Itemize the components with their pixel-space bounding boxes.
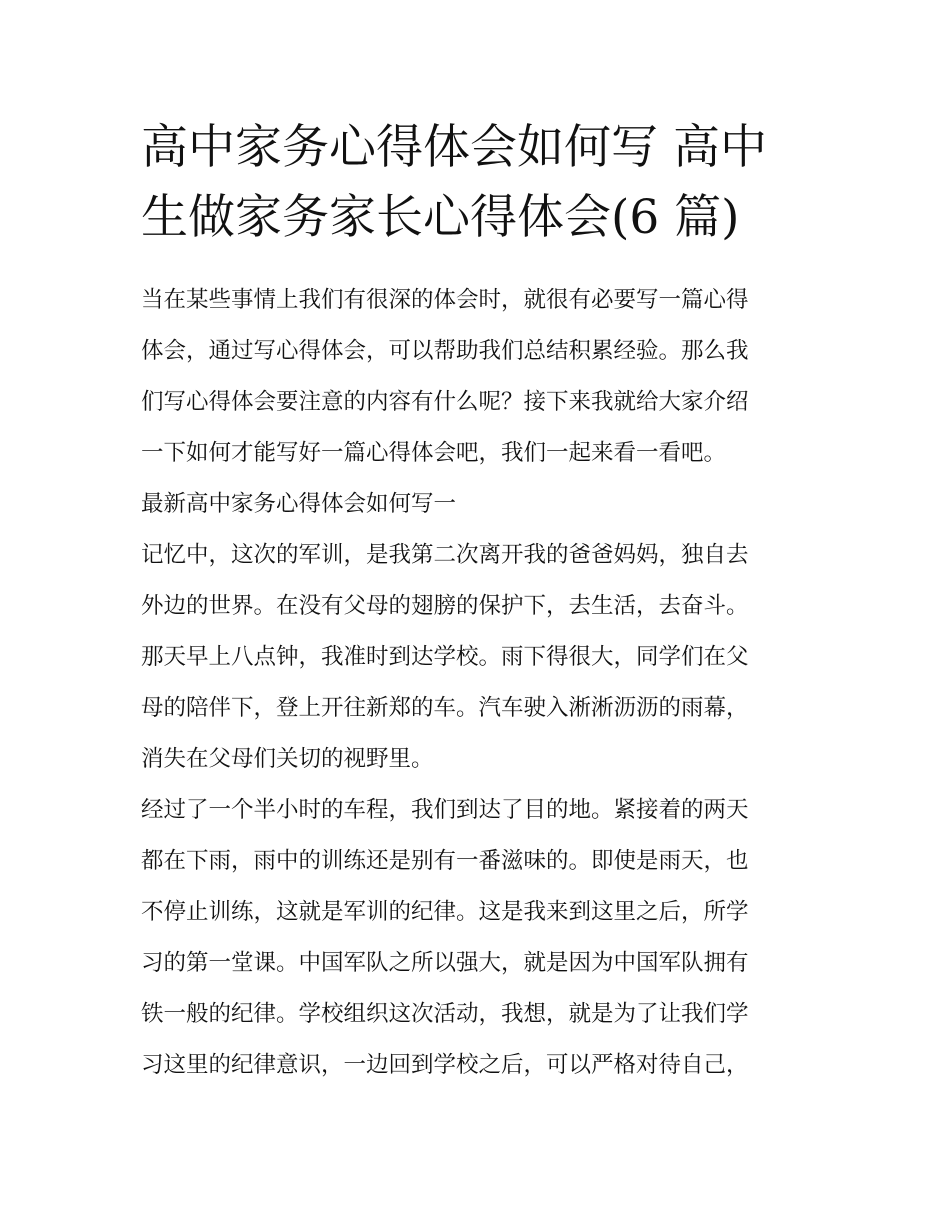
paragraph2-line-4: 习的第一堂课。中国军队之所以强大，就是因为中国军队拥有 — [141, 950, 749, 976]
intro-line-4: 一下如何才能写好一篇心得体会吧，我们一起来看一看吧。 — [141, 440, 727, 466]
paragraph2-line-2: 都在下雨，雨中的训练还是别有一番滋味的。即使是雨天，也 — [141, 848, 749, 874]
paragraph2-line-3: 不停止训练，这就是军训的纪律。这是我来到这里之后，所学 — [141, 899, 749, 925]
paragraph1-line-1: 记忆中，这次的军训，是我第二次离开我的爸爸妈妈，独自去 — [141, 542, 749, 568]
title-line-1: 高中家务心得体会如何写 高中 — [141, 120, 767, 175]
paragraph1-line-5: 消失在父母们关切的视野里。 — [141, 746, 434, 772]
document-title — [141, 113, 821, 253]
paragraph2-line-6: 习这里的纪律意识，一边回到学校之后，可以严格对待自己， — [141, 1052, 749, 1078]
intro-line-2: 体会，通过写心得体会，可以帮助我们总结积累经验。那么我 — [141, 338, 749, 364]
intro-line-1: 当在某些事情上我们有很深的体会时，就很有必要写一篇心得 — [141, 287, 749, 313]
paragraph2-line-1: 经过了一个半小时的车程，我们到达了目的地。紧接着的两天 — [141, 797, 749, 823]
paragraph1-line-2: 外边的世界。在没有父母的翅膀的保护下，去生活，去奋斗。 — [141, 593, 749, 619]
body-paragraph-2 — [141, 785, 821, 1091]
paragraph1-line-3: 那天早上八点钟，我准时到达学校。雨下得很大，同学们在父 — [141, 644, 749, 670]
paragraph1-line-4: 母的陪伴下，登上开往新郑的车。汽车驶入淅淅沥沥的雨幕， — [141, 695, 749, 721]
body-paragraph-1 — [141, 530, 821, 785]
title-line-2: 生做家务家长心得体会(6 篇) — [141, 190, 740, 245]
paragraph2-line-5: 铁一般的纪律。学校组织这次活动，我想，就是为了让我们学 — [141, 1001, 749, 1027]
document-content — [141, 113, 821, 1091]
intro-paragraph — [141, 275, 821, 479]
section-heading: 最新高中家务心得体会如何写一 — [141, 491, 457, 517]
intro-line-3: 们写心得体会要注意的内容有什么呢？接下来我就给大家介绍 — [141, 389, 749, 415]
